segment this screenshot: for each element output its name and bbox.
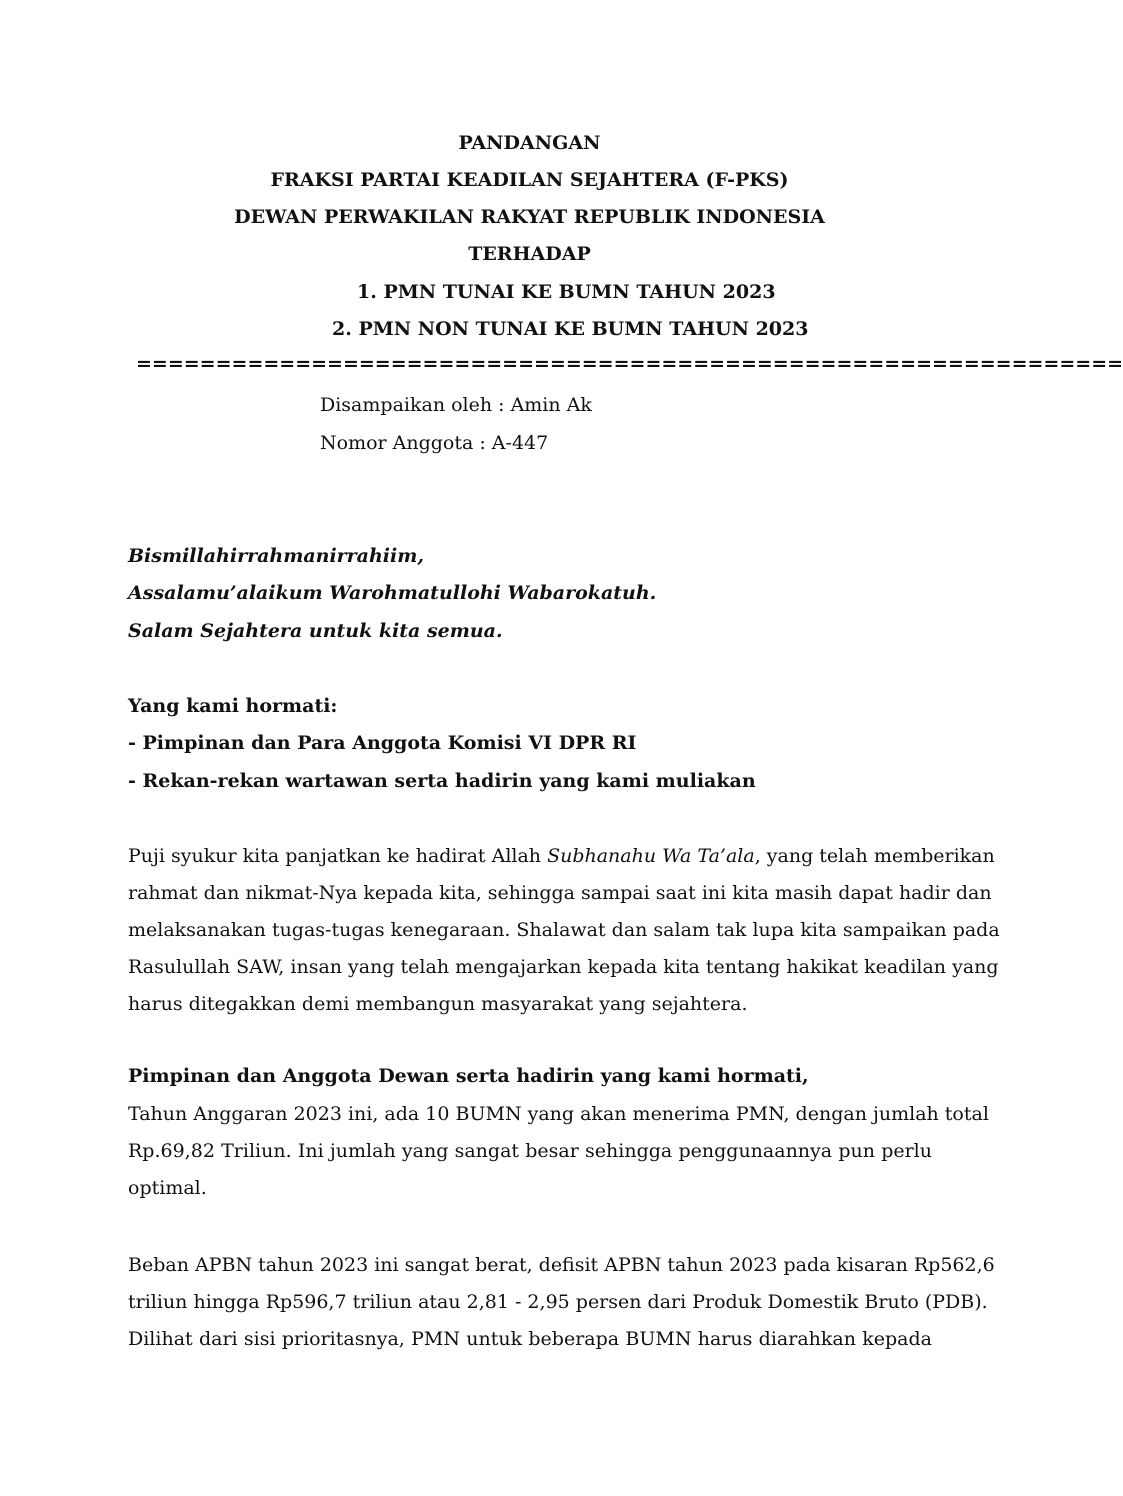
- paragraph-row: Beban APBN tahun 2023 ini sangat berat, defisit APBN tahun 2023 pada kisaran Rp562,6: [128, 1254, 995, 1276]
- doc-item-1: 1. PMN TUNAI KE BUMN TAHUN 2023: [357, 281, 776, 303]
- greeting-salam: Assalamu’alaikum Warohmatullohi Wabarokatuh.: [128, 582, 657, 604]
- paragraph-row: rahmat dan nikmat-Nya kepada kita, sehingga sampai saat ini kita masih dapat hadir dan: [128, 882, 992, 904]
- doc-title: PANDANGAN: [458, 132, 601, 154]
- paragraph-row: harus ditegakkan demi membangun masyarakat yang sejahtera.: [128, 993, 748, 1015]
- address-item-1: - Pimpinan dan Para Anggota Komisi VI DPR RI: [128, 732, 637, 754]
- doc-faction: FRAKSI PARTAI KEADILAN SEJAHTERA (F-PKS): [270, 169, 789, 191]
- greeting-bismillah: Bismillahirrahmanirrahiim,: [128, 545, 424, 567]
- paragraph-syukur: [128, 838, 1000, 1023]
- paragraph-row: Rp.69,82 Triliun. Ini jumlah yang sangat besar sehingga penggunaannya pun perlu: [128, 1140, 932, 1162]
- separator-line: ==============================================================: [136, 353, 1123, 375]
- doc-institution: DEWAN PERWAKILAN RAKYAT REPUBLIK INDONESIA: [234, 206, 825, 228]
- paragraph-apbn: [128, 1247, 995, 1358]
- text-run-italic: Subhanahu Wa Ta’ala: [547, 845, 755, 867]
- doc-terhadap: TERHADAP: [468, 243, 591, 265]
- section-title: Pimpinan dan Anggota Dewan serta hadirin yang kami hormati,: [128, 1065, 809, 1087]
- paragraph-row: melaksanakan tugas-tugas kenegaraan. Shalawat dan salam tak lupa kita sampaikan pada: [128, 919, 1000, 941]
- paragraph-anggaran: [128, 1096, 989, 1207]
- presenter-line: Disampaikan oleh : Amin Ak: [320, 394, 592, 416]
- text-run: , yang telah memberikan: [754, 845, 995, 867]
- paragraph-row: optimal.: [128, 1177, 207, 1199]
- text-run: Puji syukur kita panjatkan ke hadirat Allah: [128, 845, 548, 867]
- paragraph-row: [128, 838, 995, 875]
- paragraph-row: Rasulullah SAW, insan yang telah mengajarkan kepada kita tentang hakikat keadilan yang: [128, 956, 999, 978]
- doc-item-2: 2. PMN NON TUNAI KE BUMN TAHUN 2023: [332, 318, 809, 340]
- member-number-line: Nomor Anggota : A-447: [320, 432, 549, 454]
- greeting-sejahtera: Salam Sejahtera untuk kita semua.: [128, 620, 503, 642]
- paragraph-row: triliun hingga Rp596,7 triliun atau 2,81 - 2,95 persen dari Produk Domestik Bruto (PDB).: [128, 1291, 988, 1313]
- address-item-2: - Rekan-rekan wartawan serta hadirin yang kami muliakan: [128, 770, 756, 792]
- address-title: Yang kami hormati:: [128, 695, 338, 717]
- paragraph-row: Tahun Anggaran 2023 ini, ada 10 BUMN yang akan menerima PMN, dengan jumlah total: [128, 1103, 989, 1125]
- paragraph-row: Dilihat dari sisi prioritasnya, PMN untuk beberapa BUMN harus diarahkan kepada: [128, 1328, 932, 1350]
